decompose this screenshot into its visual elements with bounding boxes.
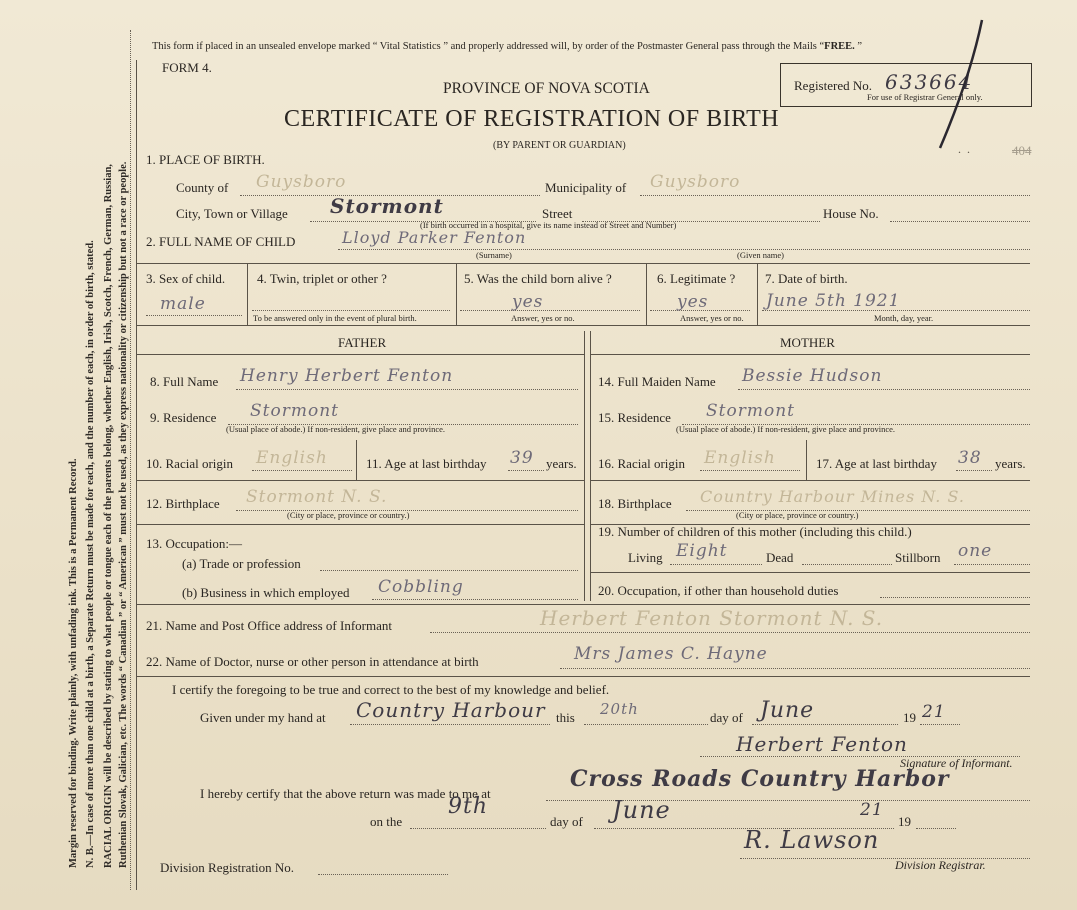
certificate-title: CERTIFICATE OF REGISTRATION OF BIRTH — [284, 106, 780, 132]
county-label: County of — [176, 180, 229, 195]
legitimate-value: yes — [677, 292, 709, 312]
father-racial-value: English — [256, 448, 328, 468]
twin-label: 4. Twin, triplet or other ? — [257, 271, 387, 286]
doctor-value: Mrs James C. Hayne — [574, 644, 768, 664]
father-residence-label: 9. Residence — [150, 410, 217, 425]
registrar-day-of-label: day of — [550, 814, 583, 829]
registrar-year-value: 21 — [860, 800, 884, 820]
father-age-value: 39 — [510, 448, 534, 468]
registration-tick-mark — [930, 18, 990, 158]
doctor-label: 22. Name of Doctor, nurse or other person in attendance at birth — [146, 654, 479, 669]
city-label: City, Town or Village — [176, 206, 288, 221]
surname-label: (Surname) — [476, 250, 512, 260]
mother-age-label: 17. Age at last birthday — [816, 456, 937, 471]
informant-label: 21. Name and Post Office address of Informant — [146, 618, 392, 633]
father-abode-note: (Usual place of abode.) If non-resident, give place and province. — [226, 424, 446, 434]
children-count-label: 19. Number of children of this mother (including this child.) — [598, 524, 912, 539]
margin-note-nationality: Ruthenian Slovak, Galician, etc. The words “ Canadian ” or “ American ” must not be used, as they express nationality or citizenship but not a race or people. — [118, 161, 129, 868]
given-day-value: 20th — [600, 700, 639, 718]
registrar-statement: I hereby certify that the above return was made to me at — [200, 786, 491, 801]
father-years: years. — [546, 456, 577, 471]
division-registrar-label: Division Registrar. — [895, 858, 986, 872]
father-occupation-label: 13. Occupation:— — [146, 536, 243, 551]
place-of-birth-heading: 1. PLACE OF BIRTH. — [146, 152, 265, 167]
hospital-note: (If birth occurred in a hospital, give its name instead of Street and Number) — [420, 220, 677, 230]
mother-birthplace-label: 18. Birthplace — [598, 496, 672, 511]
registrar-signature: R. Lawson — [744, 826, 880, 854]
given-place-value: Country Harbour — [356, 698, 546, 722]
child-name-label: 2. FULL NAME OF CHILD — [146, 234, 296, 249]
corner-mark: 404 — [1012, 143, 1032, 158]
mother-residence-value: Stormont — [706, 401, 795, 421]
division-registration-label: Division Registration No. — [160, 860, 294, 875]
street-label: Street — [542, 206, 573, 221]
living-value: Eight — [676, 541, 728, 561]
margin-note-racial-origin: RACIAL ORIGIN will be described by stating to what people or tongue each of the parents belong, whether English, Irish, Scotch, French, German, Russian, — [103, 164, 114, 868]
certification-statement: I certify the foregoing to be true and correct to the best of my knowledge and belief. — [172, 682, 610, 697]
father-racial-label: 10. Racial origin — [146, 456, 234, 471]
mother-heading: MOTHER — [780, 335, 835, 350]
father-name-label: 8. Full Name — [150, 374, 219, 389]
mother-occupation-label: 20. Occupation, if other than household duties — [598, 583, 839, 598]
business-value: Cobbling — [378, 577, 464, 597]
father-heading: FATHER — [338, 335, 387, 350]
date-of-birth-note: Month, day, year. — [874, 313, 934, 323]
mother-residence-label: 15. Residence — [598, 410, 671, 425]
mother-age-value: 38 — [958, 448, 982, 468]
on-the-label: on the — [370, 814, 403, 829]
sex-label: 3. Sex of child. — [146, 271, 226, 286]
living-label: Living — [628, 550, 663, 565]
mother-years: years. — [995, 456, 1026, 471]
margin-note-binding: Margin reserved for binding. Write plainly, with unfading ink. This is a Permanent Record. — [68, 458, 79, 868]
mother-name-value: Bessie Hudson — [742, 366, 883, 386]
sex-value: male — [160, 294, 206, 314]
father-birthplace-value: Stormont N. S. — [246, 487, 388, 507]
mother-abode-note: (Usual place of abode.) If non-resident, give place and province. — [676, 424, 896, 434]
house-number-label: House No. — [823, 206, 879, 221]
father-name-value: Henry Herbert Fenton — [240, 366, 454, 386]
given-name-label: (Given name) — [737, 250, 784, 260]
trade-label: (a) Trade or profession — [182, 556, 301, 571]
registrar-place-value: Cross Roads Country Harbor — [570, 766, 950, 792]
given-year-prefix: 19 — [903, 710, 916, 725]
child-name-value: Lloyd Parker Fenton — [342, 228, 527, 247]
legitimate-label: 6. Legitimate ? — [657, 271, 736, 286]
father-residence-value: Stormont — [250, 401, 339, 421]
informant-value: Herbert Fenton Stormont N. S. — [540, 606, 884, 630]
province-heading: PROVINCE OF NOVA SCOTIA — [443, 80, 650, 97]
registrar-month-value: June — [612, 796, 671, 824]
ink-dots: . . — [958, 142, 970, 156]
stillborn-value: one — [958, 541, 993, 561]
county-value: Guysboro — [256, 172, 347, 192]
given-month-value: June — [760, 698, 815, 723]
given-under-label: Given under my hand at — [200, 710, 326, 725]
registrar-year-prefix: 19 — [898, 814, 911, 829]
father-birthplace-note: (City or place, province or country.) — [287, 510, 410, 520]
registered-box — [780, 63, 1032, 107]
form-number: FORM 4. — [162, 60, 212, 75]
city-value: Stormont — [330, 194, 444, 218]
born-alive-value: yes — [512, 292, 544, 312]
date-of-birth-value: June 5th 1921 — [766, 291, 901, 311]
informant-signature: Herbert Fenton — [736, 732, 908, 756]
born-alive-note: Answer, yes or no. — [511, 313, 575, 323]
father-birthplace-label: 12. Birthplace — [146, 496, 220, 511]
mother-name-label: 14. Full Maiden Name — [598, 374, 716, 389]
postal-notice: This form if placed in an unsealed envelope marked “ Vital Statistics ” and properly addressed will, by order of the Postmaster General pass through the Mails “FREE. ” — [152, 41, 863, 52]
mother-birthplace-note: (City or place, province or country.) — [736, 510, 859, 520]
registered-label: Registered No. — [794, 78, 872, 93]
born-alive-label: 5. Was the child born alive ? — [464, 271, 612, 286]
mother-racial-value: English — [704, 448, 776, 468]
municipality-value: Guysboro — [650, 172, 741, 192]
given-year-value: 21 — [922, 702, 946, 722]
date-of-birth-label: 7. Date of birth. — [765, 271, 848, 286]
mother-birthplace-value: Country Harbour Mines N. S. — [700, 487, 965, 506]
stillborn-label: Stillborn — [895, 550, 941, 565]
municipality-label: Municipality of — [545, 180, 627, 195]
twin-note: To be answered only in the event of plural birth. — [253, 313, 417, 323]
informant-signature-label: Signature of Informant. — [900, 756, 1013, 770]
registrar-day-value: 9th — [448, 794, 489, 819]
father-age-label: 11. Age at last birthday — [366, 456, 487, 471]
registrar-note: For use of Registrar General only. — [867, 92, 983, 102]
legitimate-note: Answer, yes or no. — [680, 313, 744, 323]
given-day-of-label: day of — [710, 710, 743, 725]
dead-label: Dead — [766, 550, 794, 565]
this-label: this — [556, 710, 575, 725]
certificate-subtitle: (BY PARENT OR GUARDIAN) — [493, 140, 626, 151]
business-label: (b) Business in which employed — [182, 585, 350, 600]
registered-number: 633664 — [885, 70, 974, 94]
margin-note-separate-return: N. B.—In case of more than one child at a birth, a Separate Return must be made for each, and the number of each, in order of birth, stated. — [85, 240, 96, 868]
mother-racial-label: 16. Racial origin — [598, 456, 686, 471]
